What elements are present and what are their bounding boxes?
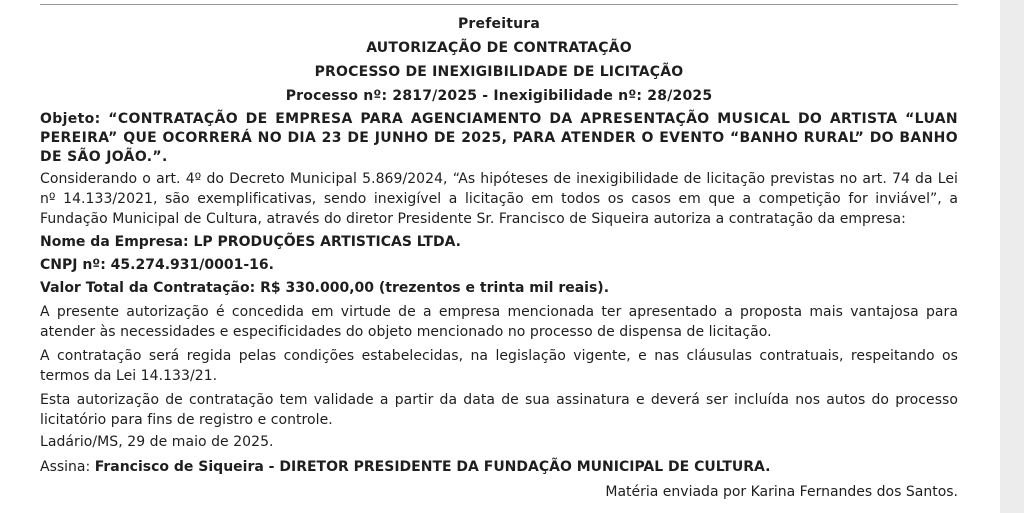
document-subtitle: PROCESSO DE INEXIGIBILIDADE DE LICITAÇÃO — [314, 64, 684, 80]
cnpj-label: CNPJ nº: — [40, 257, 106, 273]
process-number-line: Processo nº: 2817/2025 - Inexigibilidade nº: 28/2025 — [285, 88, 713, 104]
cnpj-line — [40, 255, 958, 275]
document-title: AUTORIZAÇÃO DE CONTRATAÇÃO — [366, 40, 632, 56]
regulation-paragraph: A contratação será regida pelas condições estabelecidas, na legislação vigente, e nas cláusulas contratuais, respeitando os termos da Lei 14.133/21. — [40, 348, 958, 384]
page-edge-margin — [1000, 0, 1024, 513]
considerando-paragraph: Considerando o art. 4º do Decreto Municipal 5.869/2024, “As hipóteses de inexigibilidade de licitação previstas no art. 74 da Lei nº 14.133/2021, são exemplificativas, sendo inexigível a licitação em todos os casos em que a competição for inviável”, a Fundação Municipal de Cultura, através do diretor Presidente Sr. Francisco de Siqueira autoriza a contratação da empresa: — [40, 171, 958, 227]
company-name-label: Nome da Empresa: — [40, 234, 189, 250]
contract-value-amount: R$ 330.000,00 (trezentos e trinta mil reais). — [260, 280, 610, 296]
company-name-value: LP PRODUÇÕES ARTISTICAS LTDA. — [193, 234, 461, 250]
institution-heading: Prefeitura — [457, 16, 541, 32]
submission-credit: Matéria enviada por Karina Fernandes dos Santos. — [605, 484, 958, 500]
cnpj-value: 45.274.931/0001-16. — [110, 257, 274, 273]
objeto-label: Objeto: — [40, 111, 101, 127]
place-date: Ladário/MS, 29 de maio de 2025. — [40, 434, 274, 450]
signature-label: Assina: — [40, 459, 91, 475]
objeto-text: “CONTRATAÇÃO DE EMPRESA PARA AGENCIAMENTO DA APRESENTAÇÃO MUSICAL DO ARTISTA “LUAN PEREIRA” QUE OCORRERÁ NO DIA 23 DE JUNHO DE 2025, PARA ATENDER O EVENTO “BANHO RURAL” DO BANHO DE SÃO JOÃO.”. — [40, 111, 958, 165]
contract-value-line — [40, 278, 958, 298]
top-divider — [40, 4, 958, 5]
document-body — [40, 12, 958, 502]
company-name-line — [40, 232, 958, 252]
justification-paragraph: A presente autorização é concedida em virtude de a empresa mencionada ter apresentado a proposta mais vantajosa para atender às necessidades e especificidades do objeto mencionado no processo de dispensa de licitação. — [40, 304, 958, 340]
validity-paragraph: Esta autorização de contratação tem validade a partir da data de sua assinatura e deverá ser incluída nos autos do processo licitatório para fins de registro e controle. — [40, 392, 958, 428]
signature-line — [40, 457, 958, 477]
signatory-name: Francisco de Siqueira - DIRETOR PRESIDENTE DA FUNDAÇÃO MUNICIPAL DE CULTURA. — [94, 459, 771, 475]
objeto-paragraph — [40, 110, 958, 167]
contract-value-label: Valor Total da Contratação: — [40, 280, 256, 296]
